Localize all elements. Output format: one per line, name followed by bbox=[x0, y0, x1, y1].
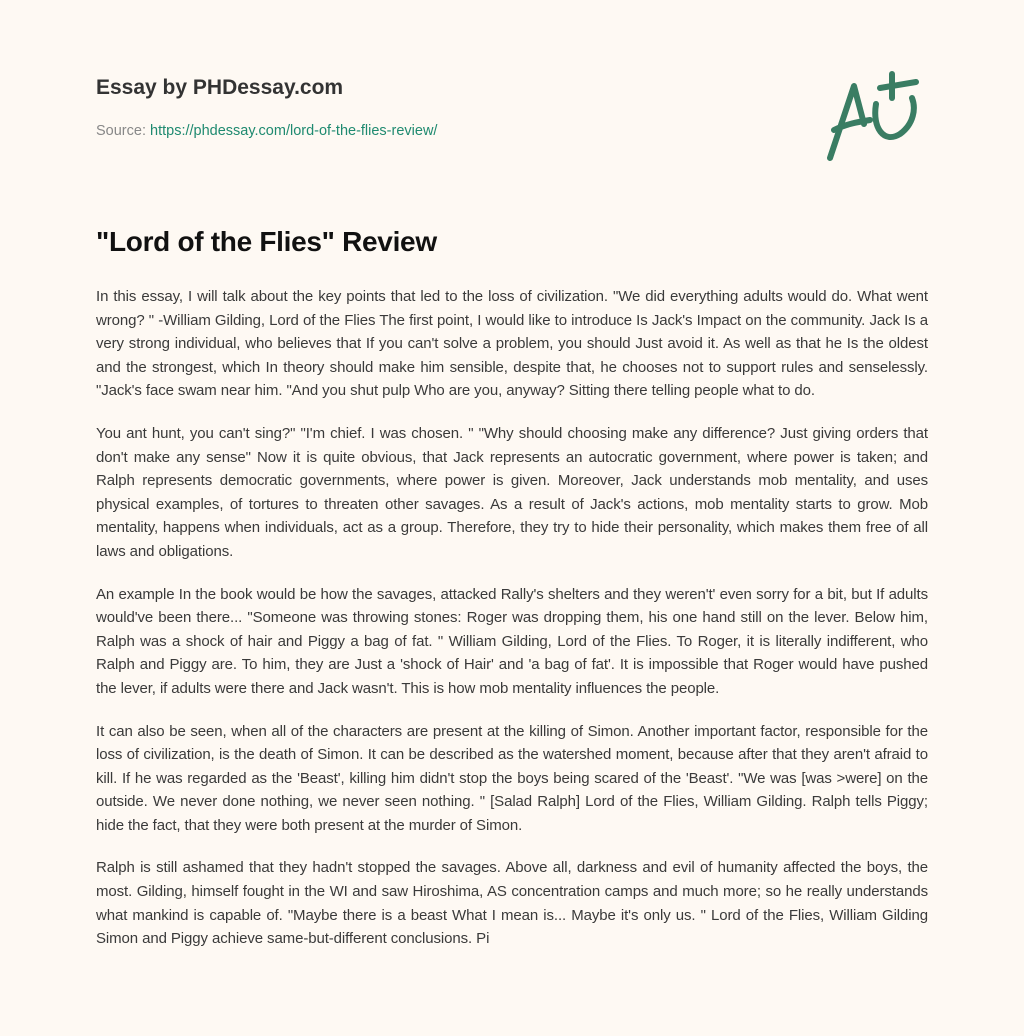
source-link[interactable]: https://phdessay.com/lord-of-the-flies-review/ bbox=[150, 123, 438, 139]
source-label: Source: bbox=[96, 123, 146, 139]
essay-paragraph: An example In the book would be how the savages, attacked Rally's shelters and they weren't' even sorry for a bit, but If adults would've been there... "Someone was throwing stones: Roger was dropping them, his one hand still on the lever. Below him, Ralph was a shock of hair and Piggy a bag of fat. " William Gilding, Lord of the Flies. To Roger, it is literally indifferent, who Ralph and Piggy are. To him, they are Just a 'shock of Hair' and 'a bag of fat'. It is impossible that Roger would have pushed the lever, if adults were there and Jack wasn't. This is how mob mentality influences the people. bbox=[96, 585, 928, 697]
essay-paragraph: In this essay, I will talk about the key points that led to the loss of civilization. "We did everything adults would do. What went wrong? " -William Gilding, Lord of the Flies The first point, I would like to introduce Is Jack's Impact on the community. Jack Is a very strong individual, who believes that If you can't solve a problem, you should Just avoid it. As well as that he Is the oldest and the strongest, which In theory should make him sensible, despite that, he chooses not to support rules and senselessly. "Jack's face swam near him. "And you shut pulp Who are you, anyway? Sitting there telling people what to do. bbox=[96, 288, 928, 400]
a-plus-logo bbox=[820, 68, 930, 164]
source-line bbox=[96, 123, 437, 139]
essay-title: "Lord of the Flies" Review bbox=[96, 226, 437, 257]
site-brand: Essay by PHDessay.com bbox=[96, 76, 344, 99]
essay-paragraph: You ant hunt, you can't sing?" "I'm chief. I was chosen. " "Why should choosing make any difference? Just giving orders that don't make any sense" Now it is quite obvious, that Jack represents an autocratic government, where power is taken; and Ralph represents democratic governments, where power is given. Moreover, Jack understands mob mentality, and uses physical examples, of tortures to threaten other savages. As a result of Jack's actions, mob mentality starts to grow. Mob mentality, happens when individuals, act as a group. Therefore, they try to hide their personality, which makes them free of all laws and obligations. bbox=[96, 424, 928, 560]
essay-body bbox=[96, 285, 928, 970]
essay-paragraph: Ralph is still ashamed that they hadn't stopped the savages. Above all, darkness and evil of humanity affected the boys, the most. Gilding, himself fought in the WI and saw Hiroshima, AS concentration camps and much more; so he really understands what mankind is capable of. "Maybe there is a beast What I mean is... Maybe it's only us. " Lord of the Flies, William Gilding Simon and Piggy achieve same-but-different conclusions. Pi bbox=[96, 859, 928, 948]
essay-paragraph: It can also be seen, when all of the characters are present at the killing of Simon. Another important factor, responsible for the loss of civilization, is the death of Simon. It can be described as the watershed moment, because after that they aren't afraid to kill. If he was regarded as the 'Beast', killing him didn't stop the boys being scared of the 'Beast'. "We was [was >were] on the outside. We never done nothing, we never seen nothing. " [Salad Ralph] Lord of the Flies, William Gilding. Ralph tells Piggy; hide the fact, that they were both present at the murder of Simon. bbox=[96, 722, 928, 834]
